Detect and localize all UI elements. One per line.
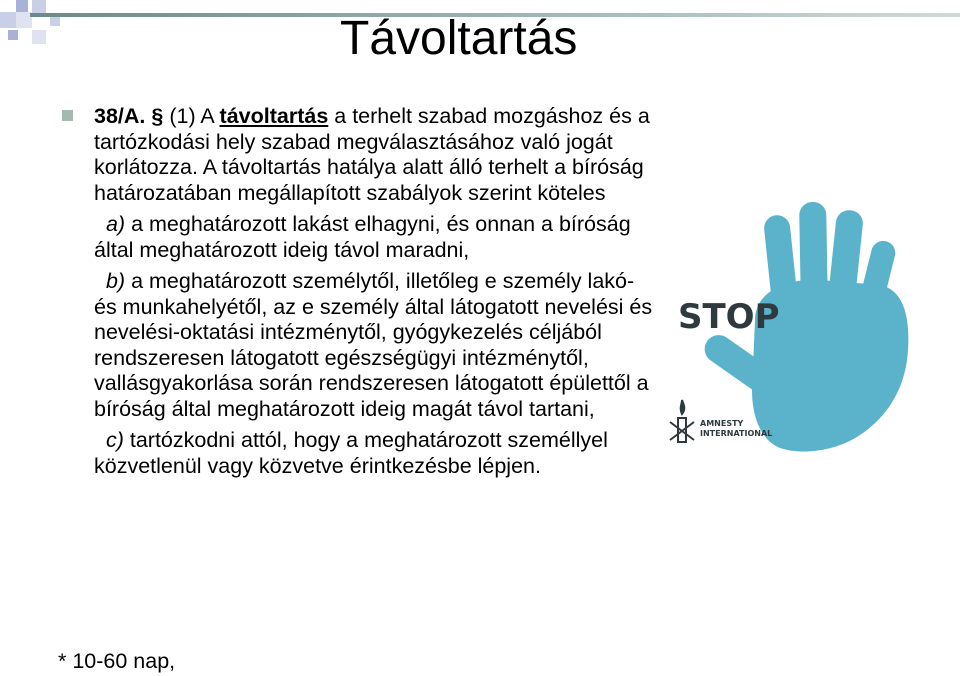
legal-text (94, 104, 654, 479)
corner-decoration (0, 0, 80, 60)
deco-square (50, 16, 60, 26)
item-a-letter: a) (105, 212, 126, 236)
candle-logo-icon (670, 400, 694, 442)
deco-square (32, 0, 46, 14)
deco-square (32, 30, 46, 44)
section-sign: § (151, 104, 164, 128)
org-line-1: AMNESTY (700, 419, 744, 428)
deco-square (8, 30, 18, 40)
deco-square (16, 0, 28, 12)
footnote: * 10-60 nap, (58, 649, 176, 673)
item-c-text: tartózkodni attól, hogy a meghatározott személlyel közvetlenül vagy közvetve érintkezésbe lépjen. (94, 428, 608, 478)
org-line-2: INTERNATIONAL (700, 429, 773, 438)
section-ref: 38/A. (94, 104, 146, 128)
item-b-letter: b) (105, 269, 126, 293)
term-highlight: távoltartás (219, 104, 329, 128)
item-b-text: a meghatározott személytől, illetőleg e személy lakó- és munkahelyétől, az e személy által látogatott nevelési és nevelési-oktatási intézménytől, gyógykezelés céljából rendszeresen látogatott egészségügyi intézménytől, vallásgyakorlása során rendszeresen látogatott épülettől a bíróság által meghatározott ideig magát távol tartani, (94, 269, 653, 421)
clause-number: (1) A (169, 104, 214, 128)
bullet-square (62, 110, 73, 121)
stop-label: STOP (678, 297, 780, 337)
item-b (94, 269, 654, 422)
deco-square (0, 12, 16, 28)
item-c-letter: c) (105, 428, 124, 452)
stop-hand-icon (660, 200, 940, 460)
item-c (94, 428, 654, 479)
intro-text: a terhelt szabad mozgáshoz és a tartózkodási hely szabad megválasztásához való jogát korlátozza. A távoltartás hatálya alatt álló terhelt a bíróság határozatában megállapított szabályok szerint köteles (94, 104, 650, 205)
page-title: Távoltartás (340, 12, 578, 65)
item-a (94, 212, 654, 263)
item-a-text: a meghatározott lakást elhagyni, és onnan a bíróság által meghatározott ideig távol maradni, (94, 212, 631, 262)
intro-paragraph (94, 104, 654, 206)
stop-poster-image (660, 200, 940, 460)
